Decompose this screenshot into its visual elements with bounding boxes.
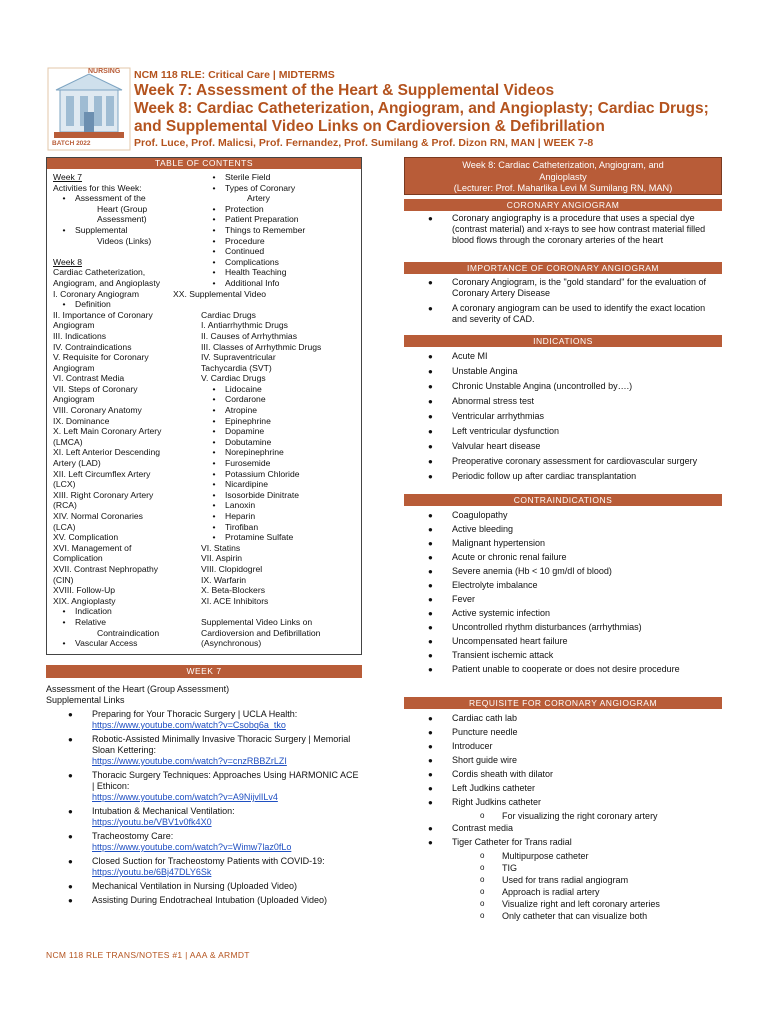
- list-item: ● Contrast media: [404, 823, 722, 834]
- video-link[interactable]: https://www.youtube.com/watch?v=Csobq6a_tko: [92, 720, 286, 730]
- video-link[interactable]: https://youtu.be/6Bj47DLY6Sk: [92, 867, 212, 877]
- sub-list-item: o Multipurpose catheter: [404, 851, 722, 862]
- toc-entry: • Norepinephrine: [203, 447, 359, 458]
- toc-entry: XVI. Management of: [53, 542, 132, 553]
- list-item: ● Right Judkins catheter: [404, 797, 722, 808]
- week7-section: [46, 684, 362, 906]
- toc-entry: • Lanoxin: [203, 500, 359, 511]
- toc-entry: XI. Left Anterior Descending: [53, 447, 161, 458]
- list-item: ● Transient ischemic attack: [404, 650, 722, 661]
- week7-item-text: Closed Suction for Tracheostomy Patients with COVID-19:: [92, 856, 325, 866]
- list-item: ● Abnormal stress test: [404, 396, 722, 407]
- sub-list-item: o Only catheter that can visualize both: [404, 911, 722, 922]
- list-item: ● Introducer: [404, 741, 722, 752]
- toc-entry: • Types of Coronary: [203, 183, 359, 194]
- toc-entry: II. Causes of Arrhythmias: [201, 330, 297, 341]
- list-item: ● Tiger Catheter for Trans radial: [404, 837, 722, 848]
- list-item: ● Short guide wire: [404, 755, 722, 766]
- week7-item-text: Robotic-Assisted Minimally Invasive Thoracic Surgery | Memorial Sloan Kettering:: [92, 734, 351, 755]
- contraindications-list: [404, 510, 722, 678]
- week7-list-item: [46, 770, 362, 803]
- toc-entry: • Sterile Field: [203, 172, 359, 183]
- sub-list-item: o Approach is radial artery: [404, 887, 722, 898]
- week8-box-lecturer: (Lecturer: Prof. Maharlika Levi M Sumilang RN, MAN): [453, 183, 673, 193]
- toc-entry: XVIII. Follow-Up: [53, 585, 116, 596]
- toc-entry: • Lidocaine: [203, 384, 359, 395]
- week8-box-line1: Week 8: Cardiac Catheterization, Angiogram, and: [462, 160, 664, 170]
- toc-entry: VIII. Clopidogrel: [201, 563, 263, 574]
- section-contraindications: CONTRAINDICATIONS: [404, 494, 722, 506]
- toc-entry: Supplemental Video Links on: [201, 616, 313, 627]
- toc-entry: Cardioversion and Defibrillation: [201, 627, 321, 638]
- indications-list: [404, 351, 722, 486]
- list-item: ● Coagulopathy: [404, 510, 722, 521]
- toc-entry: XII. Left Circumflex Artery: [53, 468, 151, 479]
- toc-entry: (CIN): [53, 574, 74, 585]
- toc-entry: • Protection: [203, 204, 359, 215]
- video-link[interactable]: https://www.youtube.com/watch?v=A9NijvlILv4: [92, 792, 278, 802]
- toc-entry: • Furosemide: [203, 458, 359, 469]
- toc-entry: Heart (Group: [97, 203, 148, 214]
- week7-title: Week 7: Assessment of the Heart & Supplemental Videos: [134, 82, 555, 99]
- week7-item-text: Thoracic Surgery Techniques: Approaches Using HARMONIC ACE | Ethicon:: [92, 770, 359, 791]
- toc-entry: Angiogram: [53, 362, 95, 373]
- sub-list-item: o Used for trans radial angiogram: [404, 875, 722, 886]
- toc-entry: XX. Supplemental Video: [173, 288, 267, 299]
- toc-entry: IX. Warfarin: [201, 574, 247, 585]
- toc-entry: V. Requisite for Coronary: [53, 352, 149, 363]
- toc-entry: • Health Teaching: [203, 267, 359, 278]
- list-item: ● Left ventricular dysfunction: [404, 426, 722, 437]
- toc-entry: • Heparin: [203, 511, 359, 522]
- list-item: ● Acute or chronic renal failure: [404, 552, 722, 563]
- toc-entry: • Protamine Sulfate: [203, 532, 359, 543]
- toc-entry: Contraindication: [97, 627, 160, 638]
- toc-entry: • Cordarone: [203, 394, 359, 405]
- list-item: ● Electrolyte imbalance: [404, 580, 722, 591]
- week7-list-item: [46, 856, 362, 878]
- coronary-list: [404, 213, 722, 250]
- week7-intro-links: Supplemental Links: [46, 695, 125, 705]
- toc-entry: (LMCA): [53, 436, 83, 447]
- list-item: ● Cardiac cath lab: [404, 713, 722, 724]
- week7-list-item: [46, 831, 362, 853]
- toc-entry: Tachycardia (SVT): [201, 362, 272, 373]
- toc-entry: Cardiac Catheterization,: [53, 267, 146, 278]
- section-indications: INDICATIONS: [404, 335, 722, 347]
- list-item: ● Uncontrolled rhythm disturbances (arrhythmias): [404, 622, 722, 633]
- toc-entry: Week 8: [53, 256, 82, 267]
- toc-entry: X. Beta-Blockers: [201, 585, 265, 596]
- section-requisite: REQUISITE FOR CORONARY ANGIOGRAM: [404, 697, 722, 709]
- list-item: ● Acute MI: [404, 351, 722, 362]
- toc-entry: XIII. Right Coronary Artery: [53, 489, 154, 500]
- toc-entry: • Definition: [53, 299, 221, 310]
- week7-item-text: Mechanical Ventilation in Nursing (Uploaded Video): [92, 881, 297, 891]
- week8-title: Week 8: Cardiac Catheterization, Angiogram, and Angioplasty; Cardiac Drugs;: [134, 100, 709, 117]
- list-item: ● Severe anemia (Hb < 10 gm/dl of blood): [404, 566, 722, 577]
- list-item: ● Puncture needle: [404, 727, 722, 738]
- week7-list-item: [46, 734, 362, 767]
- toc-entry: VIII. Coronary Anatomy: [53, 405, 142, 416]
- video-link[interactable]: https://www.youtube.com/watch?v=Wimw7laz0fLo: [92, 842, 292, 852]
- toc-entry: Angiogram: [53, 394, 95, 405]
- document-header: [134, 68, 754, 150]
- toc-entry: • Indication: [53, 606, 221, 617]
- toc-entry: XVII. Contrast Nephropathy: [53, 563, 159, 574]
- toc-entry: V. Cardiac Drugs: [201, 373, 266, 384]
- toc-entry: Complication: [53, 553, 103, 564]
- sub-list-item: o Visualize right and left coronary arteries: [404, 899, 722, 910]
- sub-list-item: o For visualizing the right coronary artery: [404, 811, 722, 822]
- toc-entry: I. Coronary Angiogram: [53, 288, 139, 299]
- toc-entry: X. Left Main Coronary Artery: [53, 426, 162, 437]
- week7-list-item: [46, 806, 362, 828]
- logo-bottom-text: BATCH 2022: [52, 140, 91, 147]
- week7-intro-assessment: Assessment of the Heart (Group Assessment): [46, 684, 230, 694]
- list-item: ● Left Judkins catheter: [404, 783, 722, 794]
- list-item: ● Ventricular arrhythmias: [404, 411, 722, 422]
- toc-entry: • Tirofiban: [203, 522, 359, 533]
- professors-line: Prof. Luce, Prof. Malicsi, Prof. Fernandez, Prof. Sumilang & Prof. Dizon RN, MAN | WEEK 7-8: [134, 137, 594, 149]
- toc-entry: Videos (Links): [97, 235, 152, 246]
- week7-list-item: [46, 709, 362, 731]
- course-title: NCM 118 RLE: Critical Care | MIDTERMS: [134, 69, 335, 81]
- toc-entry: XI. ACE Inhibitors: [201, 595, 269, 606]
- toc-entry: • Procedure: [203, 236, 359, 247]
- week7-list-item: [46, 881, 362, 892]
- list-item: ● A coronary angiogram can be used to identify the exact location and severity of CAD.: [404, 303, 722, 325]
- page-footer: NCM 118 RLE TRANS/NOTES #1 | AAA & ARMDT: [46, 950, 250, 960]
- week7-item-text: Intubation & Mechanical Ventilation:: [92, 806, 235, 816]
- toc-entry: Week 7: [53, 172, 82, 182]
- week8-box-line2: Angioplasty: [539, 171, 587, 182]
- toc-entry: • Supplemental: [53, 225, 221, 236]
- list-item: ● Chronic Unstable Angina (uncontrolled by….): [404, 381, 722, 392]
- toc-entry: [203, 299, 359, 310]
- toc-entry: [203, 606, 359, 617]
- toc-entry: • Atropine: [203, 405, 359, 416]
- toc-entry: Activities for this Week:: [53, 182, 142, 193]
- toc-entry: • Isosorbide Dinitrate: [203, 490, 359, 501]
- sub-list-item: o TIG: [404, 863, 722, 874]
- toc-left-column: [53, 172, 221, 649]
- toc-entry: III. Indications: [53, 330, 107, 341]
- requisite-list: [404, 713, 722, 923]
- toc-entry: Angiogram: [53, 320, 95, 331]
- toc-entry: • Assessment of the: [53, 193, 221, 204]
- list-item: ● Preoperative coronary assessment for cardiovascular surgery: [404, 456, 722, 467]
- toc-entry: • Additional Info: [203, 278, 359, 289]
- toc-entry: Cardiac Drugs: [201, 309, 256, 320]
- list-item: ● Malignant hypertension: [404, 538, 722, 549]
- toc-entry: VI. Contrast Media: [53, 373, 125, 384]
- toc-entry: Artery (LAD): [53, 458, 101, 469]
- toc-entry: • Nicardipine: [203, 479, 359, 490]
- toc-entry: II. Importance of Coronary: [53, 309, 153, 320]
- toc-entry: VI. Statins: [201, 542, 241, 553]
- week7-band: WEEK 7: [46, 665, 362, 678]
- list-item: ● Unstable Angina: [404, 366, 722, 377]
- toc-entry: XV. Complication: [53, 532, 119, 543]
- list-item: ● Cordis sheath with dilator: [404, 769, 722, 780]
- list-item: ● Fever: [404, 594, 722, 605]
- toc-entry: I. Antiarrhythmic Drugs: [201, 320, 288, 331]
- toc-entry: Angiogram, and Angioplasty: [53, 277, 161, 288]
- list-item: ● Uncompensated heart failure: [404, 636, 722, 647]
- toc-title: TABLE OF CONTENTS: [47, 158, 361, 169]
- week8-lecturer-box: [404, 157, 722, 195]
- list-item: ● Active bleeding: [404, 524, 722, 535]
- toc-right-column: [173, 172, 359, 649]
- toc-entry: Assessment): [97, 214, 147, 225]
- toc-entry: • Complications: [203, 257, 359, 268]
- toc-entry: XIX. Angioplasty: [53, 595, 116, 606]
- list-item: ● Coronary Angiogram, is the "gold standard" for the evaluation of Coronary Artery Disease: [404, 277, 722, 299]
- toc-entry: • Patient Preparation: [203, 214, 359, 225]
- toc-entry: • Dobutamine: [203, 437, 359, 448]
- week7-item-text: Tracheostomy Care:: [92, 831, 174, 841]
- importance-list: [404, 277, 722, 329]
- week7-list-item: [46, 895, 362, 906]
- toc-entry: • Epinephrine: [203, 416, 359, 427]
- video-link[interactable]: https://youtu.be/VBV1v0fk4X0: [92, 817, 212, 827]
- list-item: ● Active systemic infection: [404, 608, 722, 619]
- toc-entry: • Dopamine: [203, 426, 359, 437]
- toc-entry: IV. Supraventricular: [201, 352, 276, 363]
- list-item: ● Coronary angiography is a procedure that uses a special dye (contrast material) and x-rays to see how contrast material filled blood flows through the coronary arteries of the heart: [404, 213, 722, 246]
- toc-entry: (Asynchronous): [201, 638, 262, 649]
- toc-entry: (LCX): [53, 479, 76, 490]
- week7-item-text: Preparing for Your Thoracic Surgery | UCLA Health:: [92, 709, 298, 719]
- week7-item-text: Assisting During Endotracheal Intubation (Uploaded Video): [92, 895, 327, 905]
- list-item: ● Periodic follow up after cardiac transplantation: [404, 471, 722, 482]
- toc-entry: • Vascular Access: [53, 638, 221, 649]
- toc-entry: • Potassium Chloride: [203, 469, 359, 480]
- toc-entry: VII. Aspirin: [201, 553, 243, 564]
- toc-entry: (RCA): [53, 500, 77, 511]
- section-coronary-angiogram: CORONARY ANGIOGRAM: [404, 199, 722, 211]
- week8-subtitle: and Supplemental Video Links on Cardioversion & Defibrillation: [134, 118, 605, 135]
- nursing-batch-logo: [46, 66, 132, 152]
- list-item: ● Patient unable to cooperate or does not desire procedure: [404, 664, 722, 675]
- video-link[interactable]: https://www.youtube.com/watch?v=cnzRBBZrLZI: [92, 756, 287, 766]
- week7-link-list: [46, 709, 362, 906]
- toc-entry: • Continued: [203, 246, 359, 257]
- toc-entry: Artery: [247, 193, 270, 204]
- toc-entry: • Things to Remember: [203, 225, 359, 236]
- table-of-contents: [46, 157, 362, 655]
- section-importance: IMPORTANCE OF CORONARY ANGIOGRAM: [404, 262, 722, 274]
- toc-entry: [53, 246, 221, 257]
- toc-entry: IV. Contraindications: [53, 341, 132, 352]
- toc-entry: VII. Steps of Coronary: [53, 383, 138, 394]
- list-item: ● Valvular heart disease: [404, 441, 722, 452]
- toc-entry: III. Classes of Arrhythmic Drugs: [201, 341, 322, 352]
- logo-top-text: NURSING: [88, 68, 121, 75]
- toc-entry: IX. Dominance: [53, 415, 110, 426]
- toc-entry: XIV. Normal Coronaries: [53, 511, 143, 521]
- toc-entry: • Relative: [53, 617, 221, 628]
- toc-entry: (LCA): [53, 521, 76, 532]
